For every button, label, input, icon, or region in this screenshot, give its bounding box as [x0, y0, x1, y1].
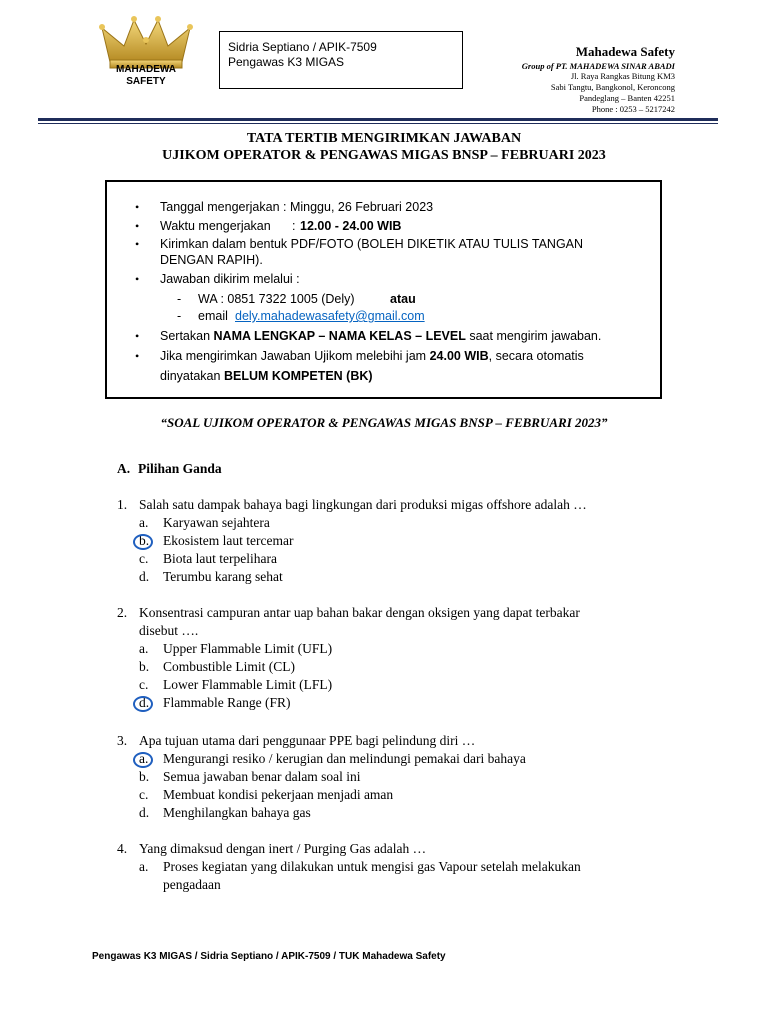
option-letter: b.: [139, 659, 150, 674]
tanggal-label: Tanggal mengerjakan: [160, 200, 280, 214]
sertakan-bold: NAMA LENGKAP – NAMA KELAS – LEVEL: [213, 329, 466, 343]
option-letter: b.: [139, 533, 150, 548]
option-letter: d.: [139, 805, 150, 820]
answer-circle-icon: [133, 534, 153, 550]
option-letter: a.: [139, 859, 149, 874]
option-text: Ekosistem laut tercemar: [163, 533, 294, 548]
question-text: Apa tujuan utama dari penggunaar PPE bagi pelindung diri …: [139, 733, 476, 748]
company-phone: Phone : 0253 – 5217242: [591, 104, 675, 114]
option-letter: c.: [139, 677, 149, 692]
jika-pre: Jika mengirimkan Jawaban Ujikom melebihi jam: [160, 349, 427, 363]
logo-text-line1: MAHADEWA: [116, 64, 176, 75]
option-text: Lower Flammable Limit (LFL): [163, 677, 333, 692]
dash: -: [177, 309, 182, 323]
kirim-line1: Kirimkan dalam bentuk PDF/FOTO (BOLEH DIKETIK ATAU TULIS TANGAN: [160, 237, 584, 251]
company-group: Group of PT. MAHADEWA SINAR ABADI: [521, 61, 675, 71]
section-letter: A.: [117, 461, 131, 476]
jawaban-via: Jawaban dikirim melalui :: [160, 272, 300, 286]
option-letter: a.: [139, 641, 149, 656]
option-text: Karyawan sejahtera: [163, 515, 270, 530]
option-text: pengadaan: [163, 877, 221, 892]
page-title: TATA TERTIB MENGIRIMKAN JAWABAN: [246, 131, 522, 146]
address-line: Sabi Tangtu, Bangkonol, Keroncong: [550, 82, 675, 92]
bullet-icon: •: [135, 237, 140, 251]
waktu-value: 12.00 - 24.00 WIB: [300, 219, 402, 233]
option-text: Membuat kondisi pekerjaan menjadi aman: [163, 787, 394, 802]
question-text: Konsentrasi campuran antar uap bahan bakar dengan oksigen yang dapat terbakar: [139, 605, 580, 620]
email-label: email: [198, 309, 228, 323]
option-text: Upper Flammable Limit (UFL): [163, 641, 333, 656]
dinyatakan-bold: BELUM KOMPETEN (BK): [223, 369, 373, 383]
question-number: 1.: [117, 497, 128, 512]
question-number: 2.: [117, 605, 128, 620]
question-text: Salah satu dampak bahaya bagi lingkungan dari produksi migas offshore adalah …: [139, 497, 587, 512]
jika-post: , secara otomatis: [488, 349, 584, 363]
option-text: Proses kegiatan yang dilakukan untuk mengisi gas Vapour setelah melakukan: [163, 859, 581, 874]
bullet-icon: •: [135, 272, 140, 286]
page-subtitle: UJIKOM OPERATOR & PENGAWAS MIGAS BNSP – FEBRUARI 2023: [162, 148, 606, 163]
bullet-icon: •: [135, 349, 140, 363]
question-number: 4.: [117, 841, 128, 856]
waktu-sep: :: [292, 219, 299, 233]
option-letter: c.: [139, 787, 149, 802]
kirim-line2: DENGAN RAPIH).: [160, 253, 263, 267]
jika-bold: 24.00 WIB: [429, 349, 489, 363]
candidate-role: Pengawas K3 MIGAS: [228, 55, 345, 69]
option-text: Combustible Limit (CL): [163, 659, 295, 674]
waktu-label: Waktu mengerjakan: [160, 219, 271, 233]
option-text: Flammable Range (FR): [163, 695, 291, 710]
company-name: Mahadewa Safety: [575, 44, 675, 59]
bullet-icon: •: [135, 219, 140, 233]
section-title: Pilihan Ganda: [138, 461, 222, 476]
option-letter: b.: [139, 769, 150, 784]
option-letter: c.: [139, 551, 149, 566]
option-text: Terumbu karang sehat: [163, 569, 283, 584]
page-footer: Pengawas K3 MIGAS / Sidria Septiano / APIK-7509 / TUK Mahadewa Safety: [92, 951, 446, 962]
address-line: Pandeglang – Banten 42251: [579, 93, 675, 103]
atau-text: atau: [390, 292, 416, 306]
answer-circle-icon: [133, 696, 153, 712]
option-text: Mengurangi resiko / kerugian dan melindungi pemakai dari bahaya: [163, 751, 526, 766]
option-text: Semua jawaban benar dalam soal ini: [163, 769, 361, 784]
whatsapp-contact: WA : 0851 7322 1005 (Dely): [198, 292, 355, 306]
option-letter: a.: [139, 515, 149, 530]
answer-circle-icon: [133, 752, 153, 768]
bullet-icon: •: [135, 329, 140, 343]
question-number: 3.: [117, 733, 128, 748]
bullet-icon: •: [135, 200, 140, 214]
sertakan-pre: Sertakan: [160, 329, 211, 343]
option-letter: d.: [139, 569, 150, 584]
email-link[interactable]: dely.mahadewasafety@gmail.com: [235, 309, 425, 323]
candidate-name: Sidria Septiano / APIK-7509: [228, 40, 377, 54]
option-text: Biota laut terpelihara: [163, 551, 277, 566]
question-text: Yang dimaksud dengan inert / Purging Gas adalah …: [139, 841, 427, 856]
tanggal-value: : Minggu, 26 Februari 2023: [283, 200, 434, 214]
option-letter: d.: [139, 695, 150, 710]
option-text: Menghilangkan bahaya gas: [163, 805, 311, 820]
address-line: Jl. Raya Rangkas Bitung KM3: [570, 71, 675, 81]
exam-title: “SOAL UJIKOM OPERATOR & PENGAWAS MIGAS BNSP – FEBRUARI 2023”: [160, 415, 608, 430]
logo-text-line2: SAFETY: [126, 76, 166, 87]
sertakan-post: saat mengirim jawaban.: [469, 329, 602, 343]
dinyatakan-pre: dinyatakan: [160, 369, 221, 383]
question-text: disebut ….: [139, 623, 199, 638]
option-letter: a.: [139, 751, 149, 766]
dash: -: [177, 292, 182, 306]
